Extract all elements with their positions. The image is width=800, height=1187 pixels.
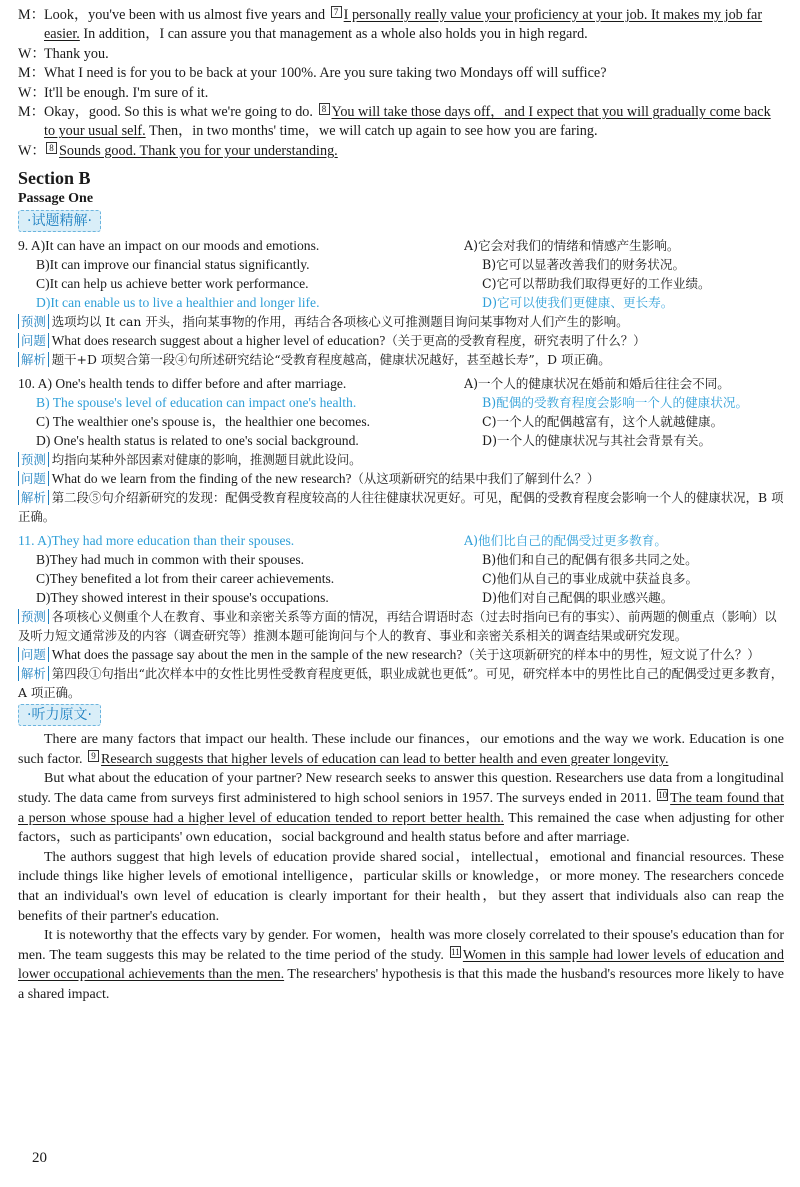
option-row-correct: B) The spouse's level of education can impact one's health. B)配偶的受教育程度会影响一个人的健康状况。 [36, 395, 749, 411]
option-row: 9. A)It can have an impact on our moods and emotions. A)它会对我们的情绪和情感产生影响。 [18, 238, 680, 254]
question-marker: 9 [88, 750, 99, 762]
question-note: 问题 What does research suggest about a higher level of education?（关于更高的受教育程度，研究表明了什么？） [18, 331, 784, 350]
explain-label: 解析 [18, 666, 49, 681]
question-label: 问题 [18, 471, 49, 486]
question-note: 问题 What does the passage say about the men in the sample of the new research?（关于这项新研究的样本中的男性，短文说了什么？） [18, 645, 784, 664]
predict-label: 预测 [18, 609, 49, 624]
question-marker: 8 [319, 103, 330, 115]
analysis-tag: ·试题精解· [18, 210, 101, 232]
dialogue-line-3: W：It'll be enough. I'm sure of it. [18, 84, 209, 101]
predict-note: 预测 各项核心义侧重个人在教育、事业和亲密关系等方面的情况，再结合谓语时态（过去时指向已有的事实）、前两题的侧重点（影响）以及听力短文通常涉及的内容（调查研究等）推测本题可能询问与个人的教育、事业和亲密关系相关的调查结果或研究发现。 [18, 609, 777, 644]
option-row: D)They showed interest in their spouse's occupations. D)他们对自己配偶的职业感兴趣。 [36, 590, 674, 606]
dialogue-line-0: M：Look，you've been with us almost five years and 7 I personally really value your proficiency at your job. It makes my job far easier. In addition，I can assure you that management as a whole also holds you in high regard. [18, 7, 763, 43]
question-9 [18, 236, 784, 369]
question-marker: 11 [451, 946, 460, 957]
option-row: C) The wealthier one's spouse is，the healthier one becomes. C)一个人的配偶越富有，这个人就越健康。 [36, 414, 724, 430]
predict-label: 预测 [18, 452, 49, 467]
key-sentence: The team found that a person whose spouse had a higher level of education tended to report better health. [18, 791, 784, 826]
question-note: 问题 What do we learn from the finding of the new research?（从这项新研究的结果中我们了解到什么？） [18, 469, 784, 488]
predict-label: 预测 [18, 314, 49, 329]
option-row: C)They benefited a lot from their career achievements. C)他们从自己的事业成就中获益良多。 [36, 571, 699, 587]
script-paragraph: There are many factors that impact our health. These include our finances，our emotions and the way we work. Education is one such factor. 9 Research suggests that higher levels of education can lead to better health and even greater longevity. [18, 732, 784, 767]
dialogue-line-2: M：What I need is for you to be back at your 100%. Are you sure taking two Mondays off will suffice? [18, 65, 607, 82]
explain-label: 解析 [18, 490, 49, 505]
dialogue [18, 6, 784, 161]
question-10 [18, 374, 784, 526]
page-number: 20 [32, 1150, 47, 1166]
question-11 [18, 531, 784, 702]
passage-title: Passage One [18, 191, 94, 207]
key-sentence: You will take those days off，and I expect that you will gradually come back to your usual self. [44, 104, 771, 140]
predict-note: 预测 选项均以 It can 开头，指向某事物的作用，再结合各项核心义可推测题目询问某事物对人们产生的影响。 [18, 312, 784, 331]
explain-note: 解析 题干+D 项契合第一段④句所述研究结论“受教育程度越高，健康状况越好，甚至越长寿”，D 项正确。 [18, 350, 784, 369]
script-paragraph: The authors suggest that high levels of education provide shared social，intellectual，emotional and financial resources. These include things like higher levels of emotional intelligence，particular skills or knowledge，or more money. The researchers concede that an individual's own level of education is clearly important for their health，but they assert that individuals also can reap the benefits of their partner's education. [18, 849, 784, 924]
dialogue-line-5: W： 8 Sounds good. Thank you for your understanding. [18, 142, 338, 159]
predict-note: 预测 均指向某种外部因素对健康的影响，推测题目就此设问。 [18, 450, 784, 469]
section-title: Section B [18, 168, 91, 189]
script-paragraph: But what about the education of your partner? New research seeks to answer this question. Researchers use data from a longitudinal study. The data came from surveys first administered to high school seniors in 1957. The surveys ended in 2011. 10 The team found that a person whose spouse had a higher level of education tended to report better health. This remained the case when adjusting for other factors，such as participants' own education，social background and health status before and after marriage. [18, 771, 784, 846]
question-marker: 8 [46, 142, 57, 154]
listening-script [18, 730, 784, 1004]
option-row: B)It can improve our financial status significantly. B)它可以显著改善我们的财务状况。 [36, 257, 686, 273]
option-row-correct: 11. A)They had more education than their spouses. A)他们比自己的配偶受过更多教育。 [18, 533, 667, 549]
key-sentence: I personally really value your proficiency at your job. It makes my job far easier. [44, 7, 763, 43]
key-sentence: Women in this sample had lower levels of education and lower occupational achievements than the men. [18, 947, 784, 983]
question-label: 问题 [18, 647, 49, 662]
key-sentence: Sounds good. Thank you for your understanding. [59, 142, 338, 159]
option-row: C)It can help us achieve better work performance. C)它可以帮助我们取得更好的工作业绩。 [36, 276, 711, 292]
explain-note: 解析 第四段①句指出“此次样本中的女性比男性受教育程度更低，职业成就也更低”。可见，研究样本中的男性比自己的配偶受过更多教育，A 项正确。 [18, 666, 784, 701]
question-label: 问题 [18, 333, 49, 348]
script-tag: ·听力原文· [18, 704, 101, 726]
question-marker: 10 [658, 790, 668, 801]
script-paragraph: It is noteworthy that the effects vary by gender. For women，health was more closely correlated to their spouse's education than for men. The team suggests this may be related to the time period of the study. 11 Women in this sample had lower levels of education and lower occupational achievements than the men. The researchers' hypothesis is that this made the husband's resources more likely to have a shared impact. [18, 928, 784, 1002]
explain-label: 解析 [18, 352, 49, 367]
option-row: B)They had much in common with their spouses. B)他们和自己的配偶有很多共同之处。 [36, 552, 698, 568]
option-row: 10. A) One's health tends to differ before and after marriage. A)一个人的健康状况在婚前和婚后往往会不同。 [18, 376, 730, 392]
option-row-correct: D)It can enable us to live a healthier and longer life. D)它可以使我们更健康、更长寿。 [36, 295, 674, 311]
key-sentence: Research suggests that higher levels of education can lead to better health and even greater longevity. [101, 751, 669, 767]
dialogue-line-1: W：Thank you. [18, 45, 109, 62]
explain-note: 解析 第二段⑤句介绍新研究的发现：配偶受教育程度较高的人往往健康状况更好。可见，配偶的受教育程度会影响一个人的健康状况，B 项正确。 [18, 490, 784, 525]
page [18, 6, 784, 1005]
question-marker: 7 [331, 6, 342, 18]
option-row: D) One's health status is related to one's social background. D)一个人的健康状况与其社会背景有关。 [36, 433, 712, 449]
dialogue-line-4: M：Okay，good. So this is what we're going to do. 8 You will take those days off，and I expect that you will gradually come back to your usual self. Then，in two months' time，we will catch up again to see how you are faring. [18, 104, 771, 140]
